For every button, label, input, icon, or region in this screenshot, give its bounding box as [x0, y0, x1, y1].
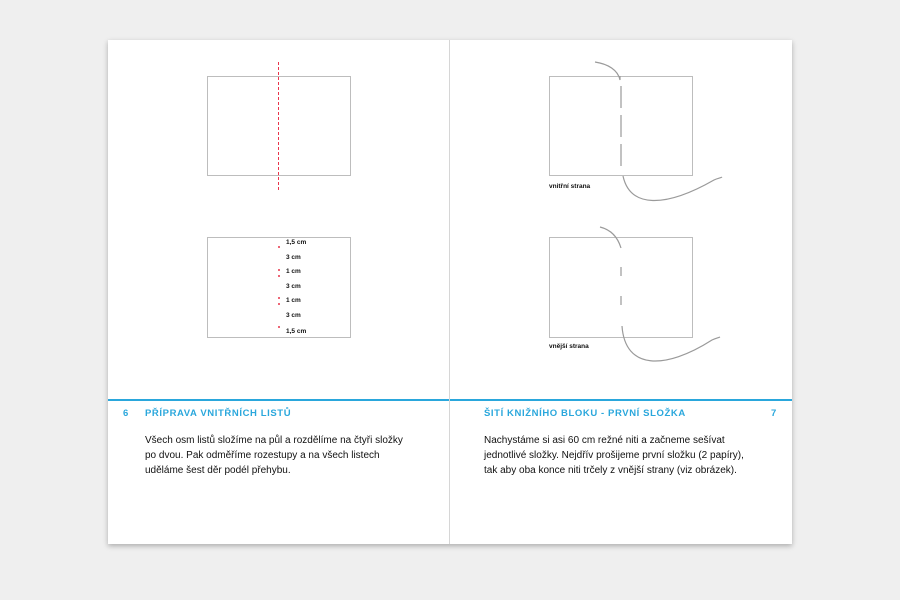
book-spread [108, 40, 792, 544]
measurement-label: 1,5 cm [286, 328, 307, 335]
fold-line [278, 62, 279, 190]
measurement-label: 3 cm [286, 312, 301, 319]
body-paragraph: Nachystáme si asi 60 cm režné niti a začneme sešívat jednotlivé složky. Nejdřív prošijeme první složku (2 papíry), tak aby oba konce niti trčely z vnější strany (viz obrázek). [484, 435, 744, 476]
body-paragraph: Všech osm listů složíme na půl a rozdělíme na čtyři složky po dvou. Pak odměříme rozestupy a na všech listech uděláme šest děr podél přehybu. [145, 435, 403, 476]
hole-marker [278, 303, 280, 305]
left-page [108, 40, 450, 544]
outer-side-caption: vnější strana [549, 343, 589, 350]
thread-outer-top [600, 227, 621, 248]
measurement-label: 1,5 cm [286, 239, 307, 246]
section-heading: ŠITÍ KNIŽNÍHO BLOKU - PRVNÍ SLOŽKA [484, 408, 686, 419]
page-number: 6 [123, 408, 129, 419]
hole-marker [278, 326, 280, 328]
section-rule [450, 399, 792, 401]
hole-marker [278, 246, 280, 248]
measurement-label: 3 cm [286, 283, 301, 290]
right-page [450, 40, 792, 544]
inner-side-caption: vnitřní strana [549, 183, 591, 190]
hole-marker [278, 269, 280, 271]
fold-diagram-sheet [207, 76, 351, 176]
measurement-label: 1 cm [286, 268, 301, 275]
measurement-label: 3 cm [286, 254, 301, 261]
section-rule [108, 399, 450, 401]
measurement-label: 1 cm [286, 297, 301, 304]
hole-marker [278, 297, 280, 299]
page-number: 7 [771, 408, 777, 419]
outer-side-stitch-diagram [450, 40, 792, 380]
thread-outer-bottom [622, 326, 720, 361]
hole-marker [278, 275, 280, 277]
section-heading: PŘÍPRAVA VNITŘNÍCH LISTŮ [145, 408, 292, 419]
hole-spacing-diagram-sheet [207, 237, 351, 338]
